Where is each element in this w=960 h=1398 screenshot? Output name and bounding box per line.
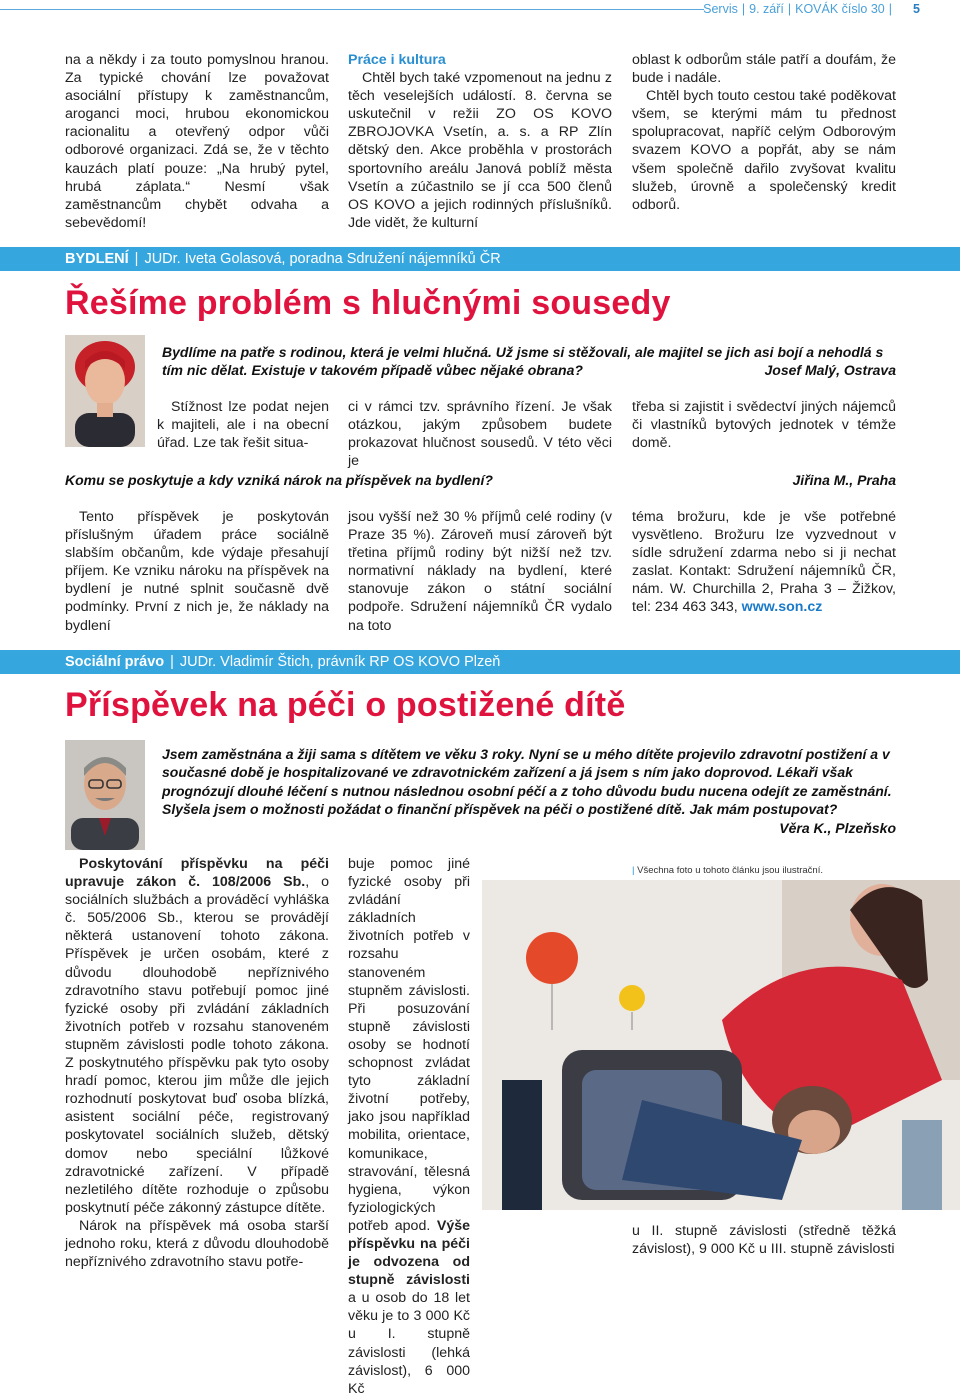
section-band-socialni: Sociální právo | JUDr. Vladimír Štich, právník RP OS KOVO Plzeň	[0, 650, 960, 674]
header-section: Servis	[703, 2, 738, 16]
answer-soc-col-3: u II. stupně závislosti (středně těžká závislost), 9 000 Kč u III. stupně závislosti	[632, 1223, 896, 1258]
author-photo-stich	[65, 740, 145, 850]
portrait-graphic	[65, 740, 145, 850]
subheading-prace-kultura: Práce i kultura	[348, 52, 446, 68]
photo-caption: | Všechna foto u tohoto článku jsou ilustrační.	[632, 865, 823, 876]
question-socialni: Jsem zaměstnána a žiji sama s dítětem ve věku 3 roky. Nyní se u mého dítěte projevilo zdravotní postižení a v současné době je hospitalizované ve zdravotnickém zařízení a já jsem s ním jako doprovod. Lékaři však prognózují dlouhé léčení s nutnou následnou osobní péčí a z toho důvodu budu nucena odejít ze zaměstnání. Slyšela jsem o možnosti požádat o finanční příspěvek na péči o postižené dítě. Jak mám postupovat? Věra K., Plzeňsko	[162, 746, 896, 836]
answer2-col-3: téma brožuru, kde je vše potřebné vysvětleno. Brožuru lze vyzvednout v sídle sdružení zdarma nebo si ji nechat zaslat. Kontakt: Sdružení nájemníků ČR, nám. W. Churchilla 2, Praha 3 – Žižkov, tel: 234 463 343, www.son.cz	[632, 509, 896, 616]
page-number: 5	[913, 2, 920, 16]
illustrative-photo	[482, 880, 960, 1210]
article-title-bydleni: Řešíme problém s hlučnými sousedy	[65, 284, 671, 322]
header-rule	[0, 9, 704, 10]
question2-signature: Jiřina M., Praha	[792, 472, 896, 488]
header-magazine: KOVÁK číslo 30	[795, 2, 885, 16]
header-meta: Servis | 9. září | KOVÁK číslo 30 |	[703, 2, 892, 16]
answer-col-2: ci v rámci tzv. správního řízení. Je však otázkou, jakým způsobem budete prokazovat hlučnost sousedů. V této věci je	[348, 399, 612, 470]
question-signature: Věra K., Plzeňsko	[779, 819, 896, 836]
top-column-1: na a někdy i za touto pomyslnou hranou. Za typické chování lze považovat asociální přístupy k zaměstnancům, aroganci moci, hrubou ekonomickou racionalitu a otevřený odpor vůči odborové organizaci. Zdá se, že v těchto kauzách platí pouze: „Na hrubý pytel, hrubá záplata.“ Nesmí však zaměstnancům chybět odvaha a sebevědomí!	[65, 52, 329, 231]
answer2-col-2: jsou vyšší než 30 % příjmů celé rodiny (v Praze 35 %). Zároveň musí zároveň být třetina příjmů rodiny být nižší než tzv. normativní náklady na bydlení, které stanovuje zákon o státní sociální podpoře. Sdružení nájemníků ČR vydalo na toto	[348, 509, 612, 634]
page-header	[0, 0, 960, 20]
author-photo-golasova	[65, 335, 145, 447]
question-bydleni: Bydlíme na patře s rodinou, která je velmi hlučná. Už jsme si stěžovali, ale majitel se jich asi bojí a nehodlá s tím nic dělat. Existuje v takovém případě vůbec nějaké obrana? Josef Malý, Ostrava	[162, 344, 896, 379]
band-author: JUDr. Iveta Golasová, poradna Sdružení nájemníků ČR	[144, 251, 501, 267]
band-section: Sociální právo	[65, 654, 165, 670]
son-link[interactable]: www.son.cz	[741, 599, 823, 616]
answer-soc-col-2: buje pomoc jiné fyzické osoby při zvládání základních životních potřeb v rozsahu stanoveném stupněm závislosti. Při posuzování stupně závislosti osoby se hodnotí schopnost zvládat tyto základní životní potřeby, jako jsou například mobilita, orientace, komunikace, stravování, tělesná hygiena, výkon fyziologických potřeb apod. Výše příspěvku na péči je odvozena od stupně závislosti a u osob do 18 let věku je to 3 000 Kč u I. stupně závislosti (lehká závislost), 6 000 Kč	[348, 856, 470, 1397]
photo-graphic	[482, 880, 960, 1210]
top-column-2: Práce i kultura Chtěl bych také vzpomenout na jednu z těch veselejších událostí. 8. června se uskutečnil v režii ZO OS KOVO ZBROJOVKA Vsetín, a. s. a RP Zlín dětský den. Akce proběhla v prostorách sportovního areálu Janová poblíž města Vsetín a zúčastnilo se jí cca 500 členů OS KOVO a jejich rodinných příslušníků. Jde vidět, že kulturní	[348, 52, 612, 231]
answer-col-1: Stížnost lze podat nejen k majiteli, ale i na obecní úřad. Lze tak řešit situa-	[157, 399, 329, 452]
answer-col-3: třeba si zajistit i svědectví jiných nájemců či vlastníků bytových jednotek v témže domě.	[632, 399, 896, 452]
article-title-socialni: Příspěvek na péči o postižené dítě	[65, 686, 626, 724]
top-column-3: oblast k odborům stále patří a doufám, že bude i nadále. Chtěl bych touto cestou také poděkovat všem, se kterými mám tu přednost spolupracovat, napříč celým Odborovým svazem KOVO a popřát, aby se nám všem společně dařilo zvyšovat kvalitu služeb, úrovně a společenský kredit odborů.	[632, 52, 896, 213]
question-signature: Josef Malý, Ostrava	[764, 362, 896, 379]
header-issue: 9. září	[749, 2, 784, 16]
band-author: JUDr. Vladimír Štich, právník RP OS KOVO Plzeň	[179, 654, 501, 670]
band-section: BYDLENÍ	[65, 251, 129, 267]
portrait-graphic	[65, 335, 145, 447]
question2-bydleni: Komu se poskytuje a kdy vzniká nárok na příspěvek na bydlení? Jiřina M., Praha	[65, 472, 896, 488]
answer-soc-col-1: Poskytování příspěvku na péči upravuje zákon č. 108/2006 Sb., o sociálních službách a prováděcí vyhláška č. 505/2006 Sb., kterou se provádějí některá ustanovení tohoto zákona. Příspěvek je určen osobám, které z důvodu dlouhodobě nepříznivého zdravotního stavu potřebují pomoc jiné fyzické osoby při zvládání základních životních potřeb v rozsahu stanoveném stupněm závislosti podle tohoto zákona. Z poskytnutého příspěvku pak tyto osoby hradí pomoc, kterou jim může dle jejich rozhodnutí poskytovat buď osoba blízká, asistent sociální péče, registrovaný poskytovatel sociálních služeb, dětský domov nebo speciální lůžkové zdravotnické zařízení. V případě nezletilého dítěte rozhoduje o způsobu poskytnutí péče zákonný zástupce dítěte. Nárok na příspěvek má osoba starší jednoho roku, která z důvodu dlouhodobě nepříznivého zdravotního stavu potře-	[65, 856, 329, 1271]
answer2-col-1: Tento příspěvek je poskytován příslušným úřadem práce sociálně slabším občanům, kde výdaje přesahují příjem. Ke vzniku nároku na příspěvek na bydlení je nutné splnit současně dvě podmínky. První z nich je, že náklady na bydlení	[65, 509, 329, 634]
section-band-bydleni: BYDLENÍ | JUDr. Iveta Golasová, poradna Sdružení nájemníků ČR	[0, 247, 960, 271]
